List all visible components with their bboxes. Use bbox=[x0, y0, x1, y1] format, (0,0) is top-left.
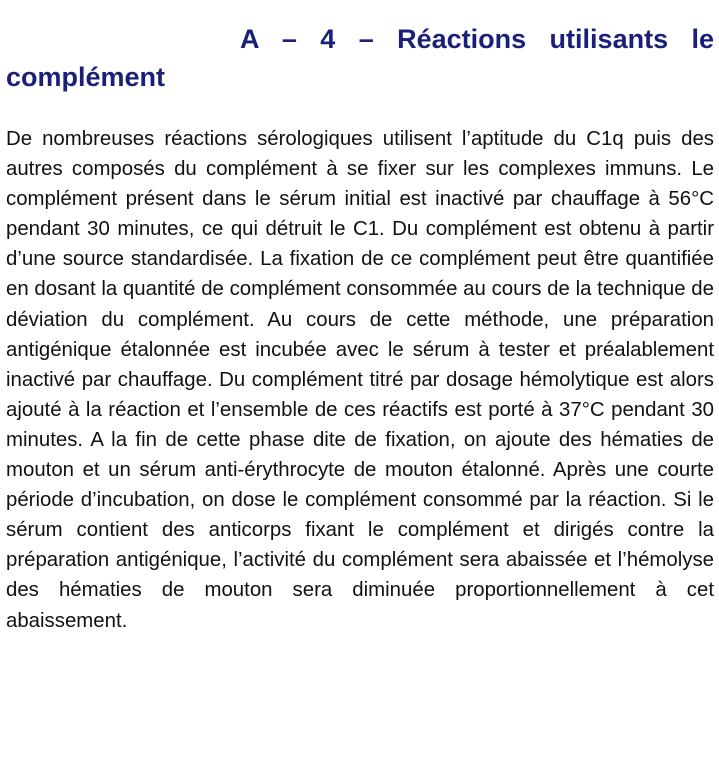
body-paragraph: De nombreuses réactions sérologiques utilisent l’aptitude du C1q puis des autres composés du complément à se fixer sur les complexes immuns. Le complément présent dans le sérum initial est inactivé par chauffage à 56°C pendant 30 minutes, ce qui détruit le C1. Du complément est obtenu à partir d’une source standardisée. La fixation de ce complément peut être quantifiée en dosant la quantité de complément consommée au cours de la technique de déviation du complément. Au cours de cette méthode, une préparation antigénique étalonnée est incubée avec le sérum à tester et préalablement inactivé par chauffage. Du complément titré par dosage hémolytique est alors ajouté à la réaction et l’ensemble de ces réactifs est porté à 37°C pendant 30 minutes. A la fin de cette phase dite de fixation, on ajoute des hématies de mouton et un sérum anti-érythrocyte de mouton étalonné. Après une courte période d’incubation, on dose le complément consommé par la réaction. Si le sérum contient des anticorps fixant le complément et dirigés contre la préparation antigénique, l’activité du complément sera abaissée et l’hémolyse des hématies de mouton sera diminuée proportionnellement à cet abaissement. bbox=[6, 128, 714, 632]
section-heading: A – 4 – Réactions utilisants le complément bbox=[6, 24, 714, 92]
document-page bbox=[6, 20, 714, 636]
